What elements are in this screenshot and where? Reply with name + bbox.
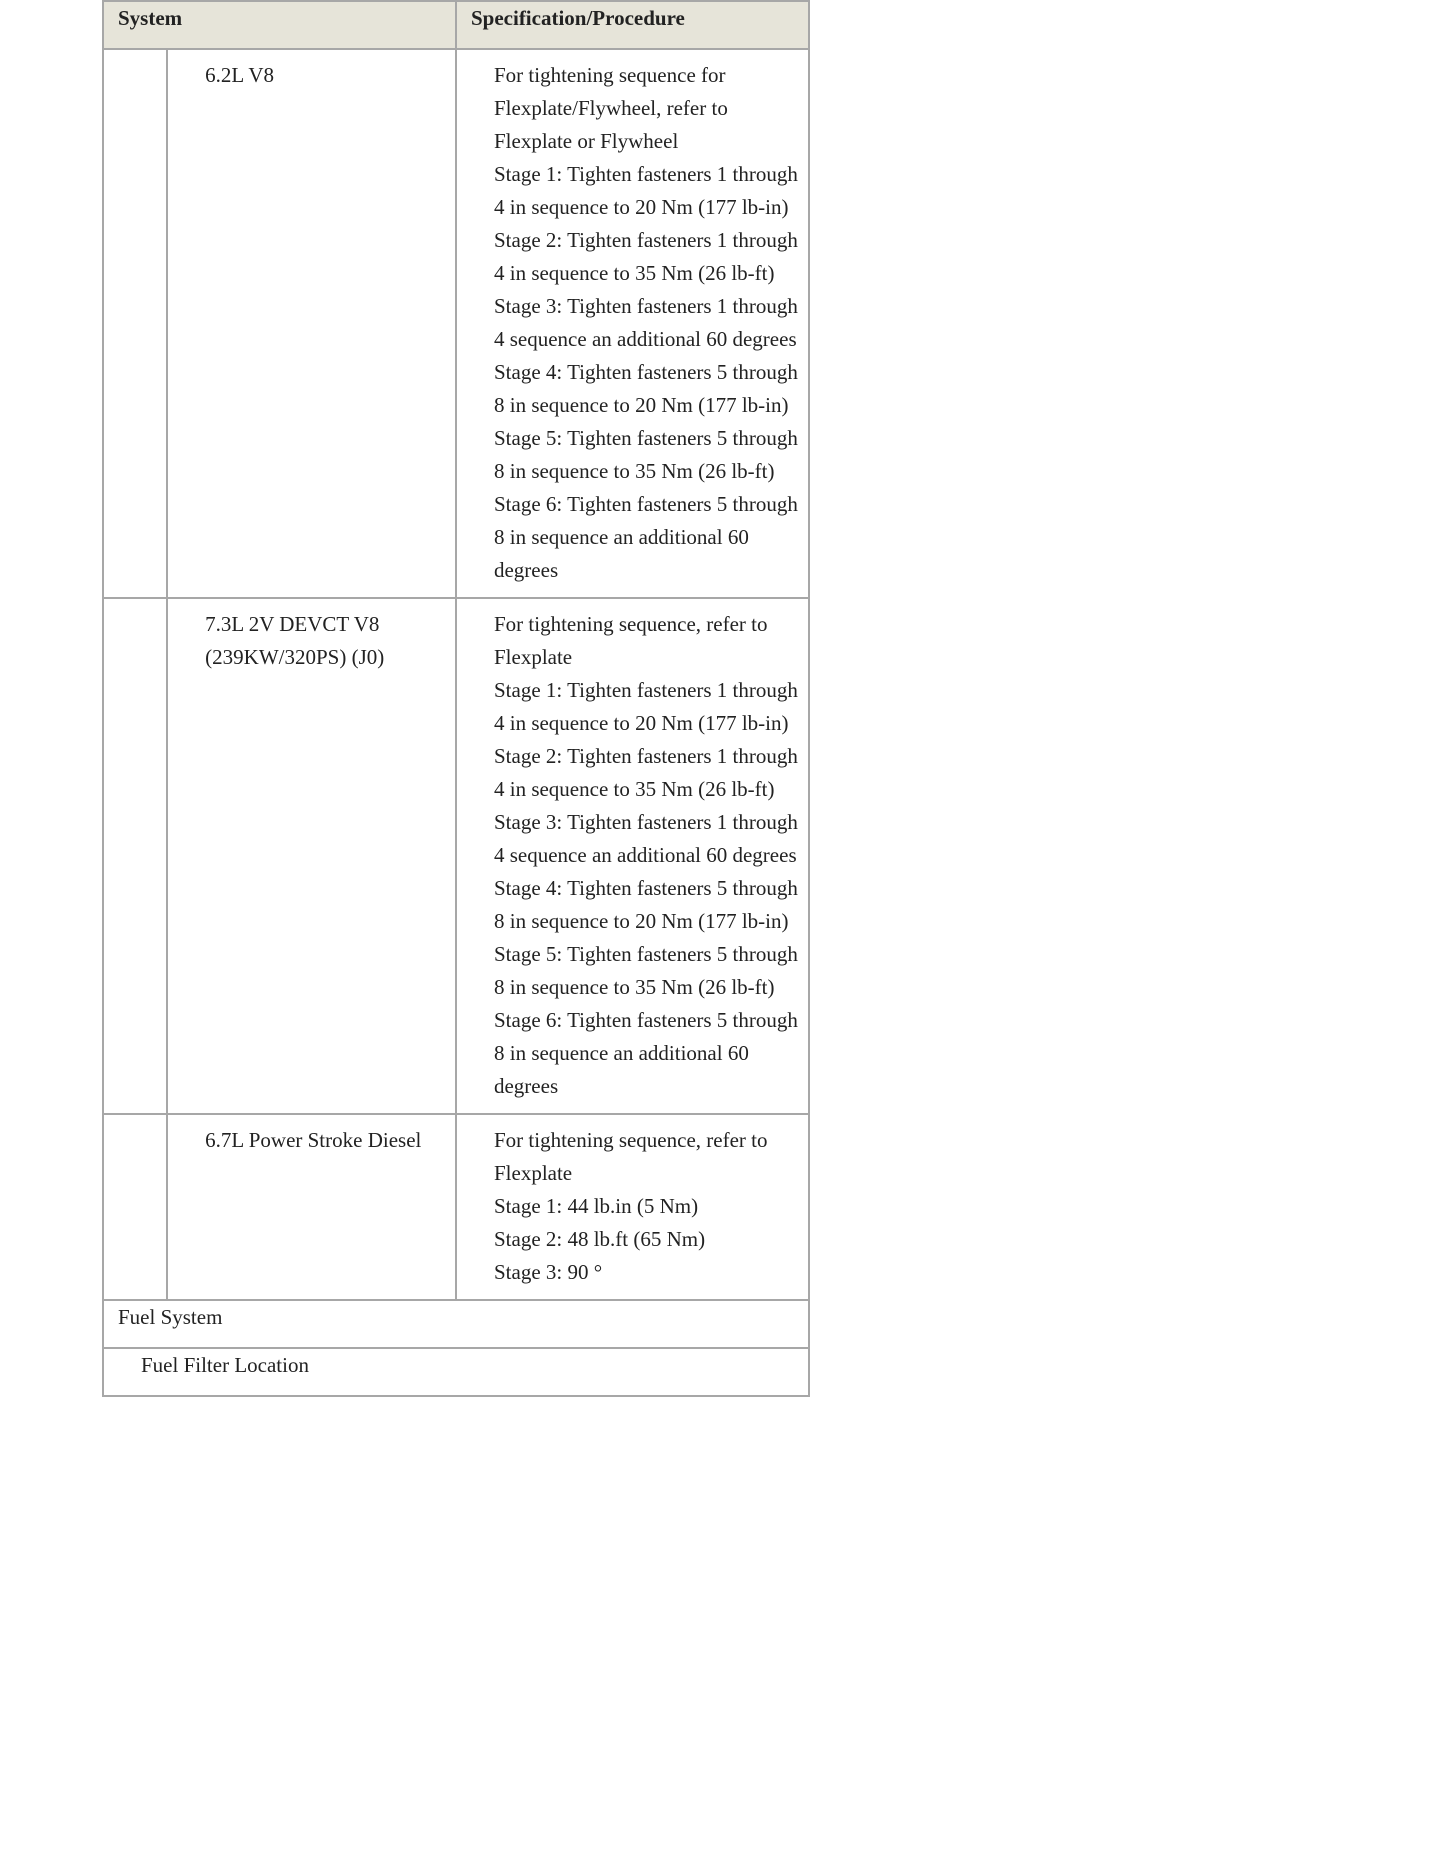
procedure-line: Stage 2: Tighten fasteners 1 through 4 in sequence to 35 Nm (26 lb-ft): [493, 228, 798, 285]
section-row: [103, 1300, 809, 1348]
procedure-line: For tightening sequence for Flexplate/Flywheel, refer to Flexplate or Flywheel: [493, 63, 728, 153]
procedure-line: For tightening sequence, refer to Flexplate: [493, 1128, 768, 1185]
system-column-header: System: [103, 1, 456, 49]
procedure-line: For tightening sequence, refer to Flexplate: [493, 612, 768, 669]
procedure-line: Stage 2: Tighten fasteners 1 through 4 in sequence to 35 Nm (26 lb-ft): [493, 744, 798, 801]
procedure-line: Stage 6: Tighten fasteners 5 through 8 in sequence an additional 60 degrees: [493, 492, 798, 582]
procedure-line: Stage 4: Tighten fasteners 5 through 8 in sequence to 20 Nm (177 lb-in): [493, 876, 798, 933]
table-row: [103, 598, 809, 1114]
procedure-line: Stage 3: Tighten fasteners 1 through 4 sequence an additional 60 degrees: [493, 810, 798, 867]
torque-spec-table: [102, 0, 810, 1397]
procedure-line: Stage 1: 44 lb.in (5 Nm): [493, 1194, 699, 1218]
table-row: [103, 49, 809, 598]
subsection-heading: Fuel Filter Location: [103, 1348, 809, 1396]
system-cell: 6.2L V8: [167, 49, 456, 598]
subsection-row: [103, 1348, 809, 1396]
procedure-line: Stage 1: Tighten fasteners 1 through 4 in sequence to 20 Nm (177 lb-in): [493, 678, 798, 735]
indent-cell: [103, 598, 167, 1114]
procedure-line: Stage 4: Tighten fasteners 5 through 8 in sequence to 20 Nm (177 lb-in): [493, 360, 798, 417]
procedure-line: Stage 2: 48 lb.ft (65 Nm): [493, 1227, 706, 1251]
procedure-line: Stage 3: Tighten fasteners 1 through 4 sequence an additional 60 degrees: [493, 294, 798, 351]
section-heading: Fuel System: [103, 1300, 809, 1348]
procedure-line: Stage 3: 90 °: [493, 1260, 603, 1284]
procedure-line: Stage 5: Tighten fasteners 5 through 8 in sequence to 35 Nm (26 lb-ft): [493, 426, 798, 483]
procedure-line: Stage 5: Tighten fasteners 5 through 8 in sequence to 35 Nm (26 lb-ft): [493, 942, 798, 999]
procedure-line: Stage 6: Tighten fasteners 5 through 8 in sequence an additional 60 degrees: [493, 1008, 798, 1098]
procedure-cell: [456, 598, 809, 1114]
procedure-cell: [456, 49, 809, 598]
system-cell: 7.3L 2V DEVCT V8 (239KW/320PS) (J0): [167, 598, 456, 1114]
system-cell: 6.7L Power Stroke Diesel: [167, 1114, 456, 1300]
procedure-line: Stage 1: Tighten fasteners 1 through 4 in sequence to 20 Nm (177 lb-in): [493, 162, 798, 219]
indent-cell: [103, 49, 167, 598]
procedure-cell: [456, 1114, 809, 1300]
header-row: [103, 1, 809, 49]
indent-cell: [103, 1114, 167, 1300]
table-row: [103, 1114, 809, 1300]
spec-column-header: Specification/Procedure: [456, 1, 809, 49]
